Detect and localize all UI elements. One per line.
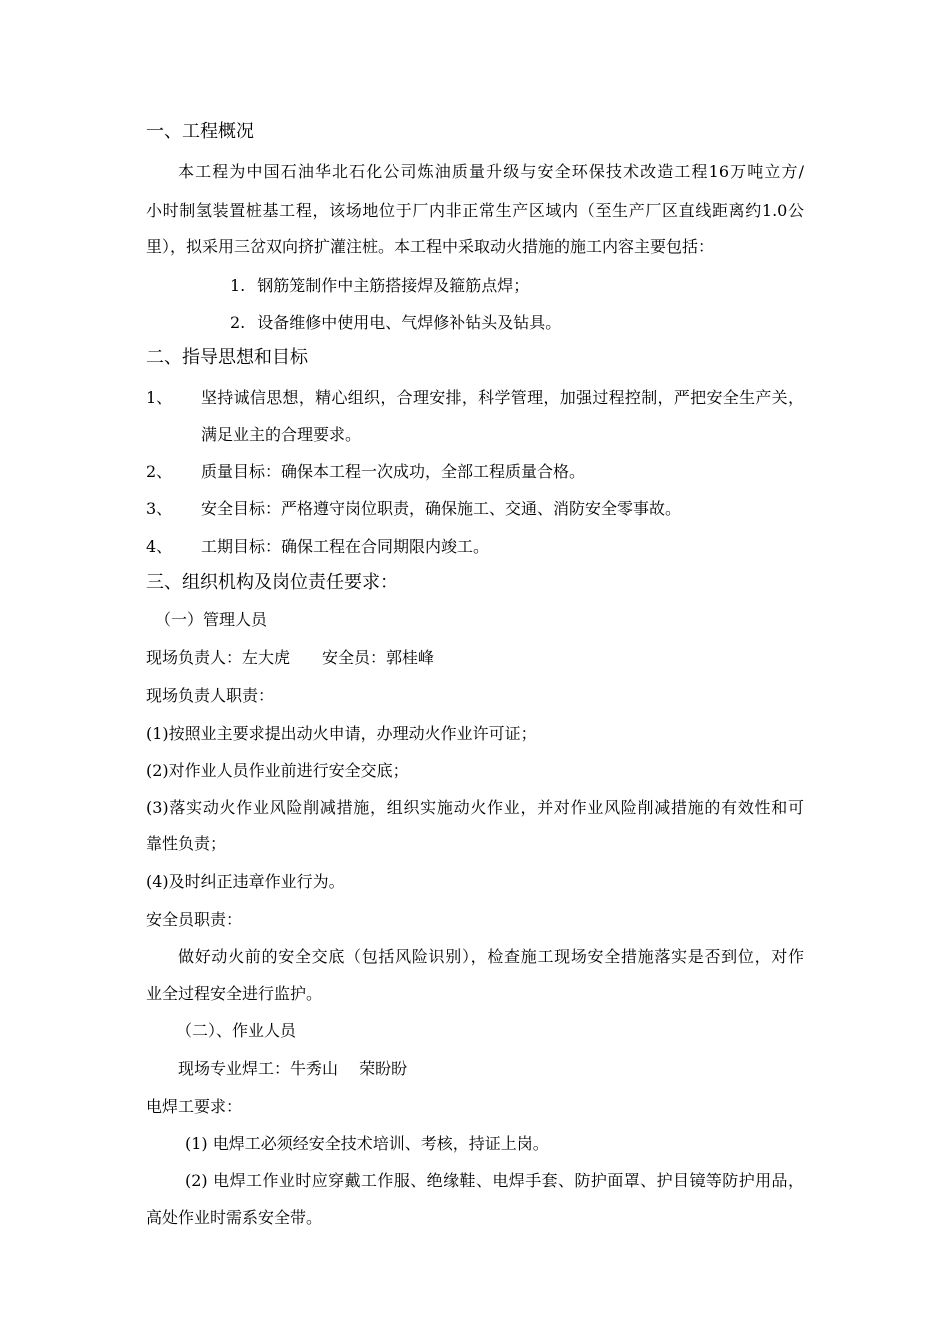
- overview-paragraph-line: 本工程为中国石油华北石化公司炼油质量升级与安全环保技术改造工程16万吨立方/: [178, 162, 804, 181]
- leader-duty-item: (4)及时纠正违章作业行为。: [146, 872, 345, 891]
- goal-text: 安全目标：严格遵守岗位职责，确保施工、交通、消防安全零事故。: [201, 499, 682, 518]
- list-item-text: 设备维修中使用电、气焊修补钻头及钻具。: [257, 313, 562, 332]
- welder-requirement-item: 高处作业时需系安全带。: [146, 1208, 323, 1227]
- goal-number: 3、: [146, 499, 173, 518]
- list-item: [230, 276, 529, 296]
- overview-paragraph-line: 里），拟采用三岔双向挤扩灌注桩。本工程中采取动火措施的施工内容主要包括：: [146, 237, 715, 256]
- safety-duty-text: 业全过程安全进行监护。: [146, 984, 323, 1003]
- section-heading-organization: 三、组织机构及岗位责任要求：: [146, 572, 398, 593]
- welder-requirements-title: 电焊工要求：: [146, 1097, 243, 1116]
- welder-requirement-item: (2) 电焊工作业时应穿戴工作服、绝缘鞋、电焊手套、防护面罩、护目镜等防护用品，: [185, 1171, 804, 1190]
- leader-duty-item: (3)落实动火作业风险削减措施，组织实施动火作业，并对作业风险削减措施的有效性和可: [146, 798, 804, 817]
- management-roles: 现场负责人：左大虎 安全员：郭桂峰: [146, 648, 435, 667]
- safety-duty-text: 做好动火前的安全交底（包括风险识别），检查施工现场安全措施落实是否到位，对作: [178, 947, 804, 966]
- list-item: [230, 313, 561, 333]
- leader-duty-item: (2)对作业人员作业前进行安全交底；: [146, 761, 409, 780]
- list-item-number: 2.: [230, 313, 246, 332]
- leader-duty-item: 靠性负责；: [146, 834, 227, 853]
- goal-number: 2、: [146, 462, 173, 481]
- goal-text: 坚持诚信思想，精心组织，合理安排，科学管理，加强过程控制，严把安全生产关，: [201, 388, 804, 407]
- goal-text: 满足业主的合理要求。: [201, 425, 362, 444]
- overview-paragraph-line: 小时制氢装置桩基工程，该场地位于厂内非正常生产区域内（至生产厂区直线距离约1.0公: [146, 201, 804, 220]
- goal-text: 工期目标：确保工程在合同期限内竣工。: [201, 537, 490, 556]
- leader-duty-title: 现场负责人职责：: [146, 686, 275, 705]
- goal-number: 1、: [146, 388, 173, 407]
- welders-list: 现场专业焊工：牛秀山 荣盼盼: [178, 1059, 408, 1078]
- safety-duty-title: 安全员职责：: [146, 910, 243, 929]
- section-heading-guidance: 二、指导思想和目标: [146, 347, 308, 368]
- goal-text: 质量目标：确保本工程一次成功，全部工程质量合格。: [201, 462, 586, 481]
- welder-requirement-item: (1) 电焊工必须经安全技术培训、考核，持证上岗。: [185, 1134, 549, 1153]
- leader-duty-item: (1)按照业主要求提出动火申请，办理动火作业许可证；: [146, 724, 537, 743]
- subsection-heading-workers: （二）、作业人员: [176, 1021, 297, 1040]
- section-heading-overview: 一、工程概况: [146, 121, 254, 142]
- subsection-heading-management: （一）管理人员: [155, 610, 268, 629]
- list-item-text: 钢筋笼制作中主筋搭接焊及箍筋点焊；: [257, 276, 530, 295]
- list-item-number: 1.: [230, 276, 246, 295]
- goal-number: 4、: [146, 537, 173, 556]
